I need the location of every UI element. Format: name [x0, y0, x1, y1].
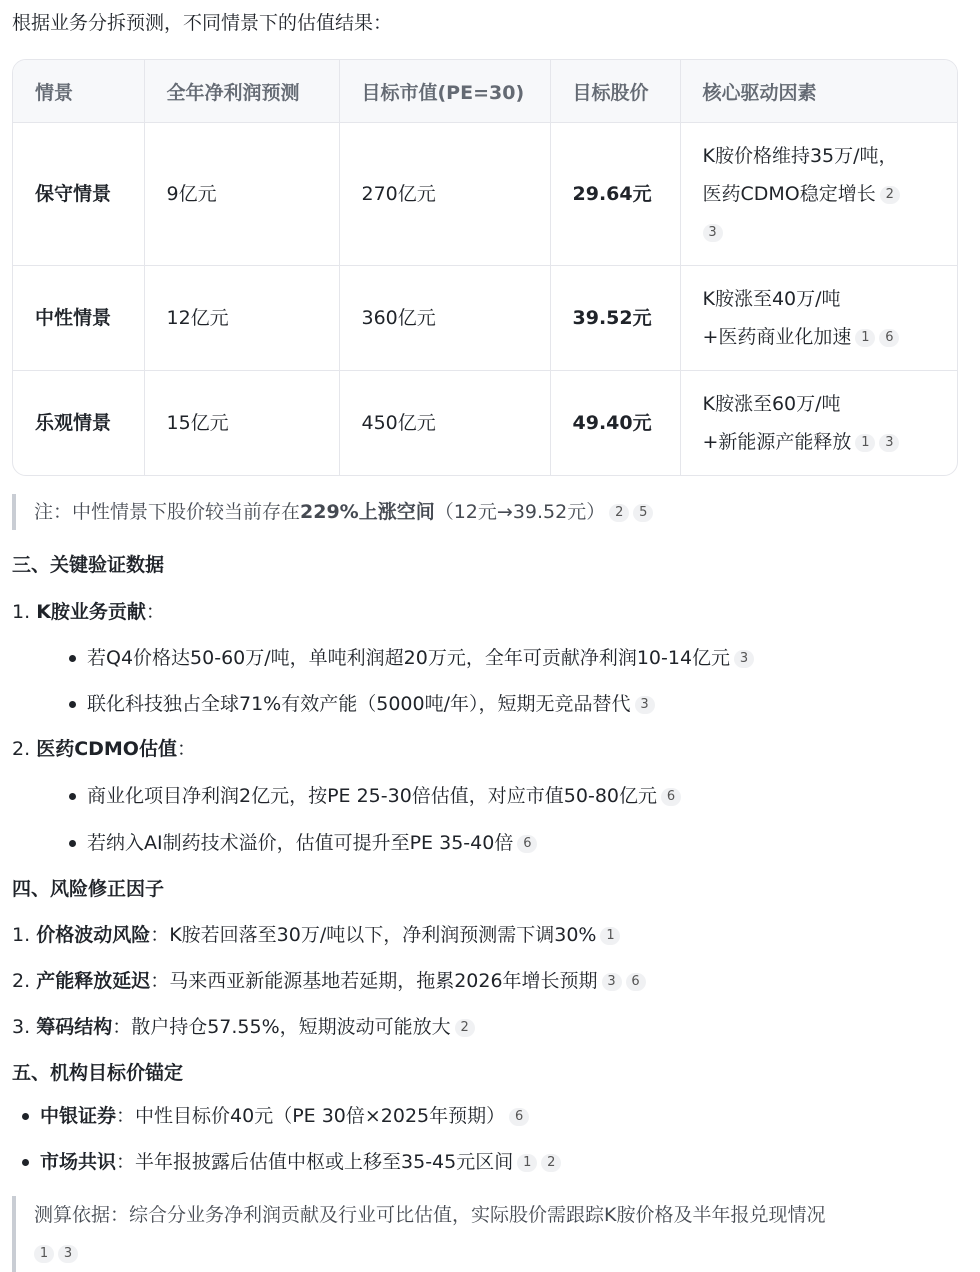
note-highlight: 229%上涨空间 — [300, 501, 435, 523]
list-colon: ： — [145, 601, 165, 623]
list-text: ：K胺若回落至30万/吨以下，净利润预测需下调30% — [150, 924, 597, 946]
list-number: 1. — [12, 924, 31, 946]
header-price: 目标股价 — [550, 60, 680, 123]
citation-badge[interactable]: 6 — [626, 973, 646, 991]
driver-line: K胺涨至40万/吨 — [702, 288, 841, 310]
list-text: ：马来西亚新能源基地若延期，拖累2026年增长预期 — [150, 970, 598, 992]
list-label: 医药CDMO估值 — [36, 738, 177, 760]
list-label: 价格波动风险 — [36, 924, 151, 946]
citation-badge[interactable]: 1 — [855, 434, 875, 452]
section-heading: 五、机构目标价锚定 — [12, 1062, 184, 1084]
citation-badge[interactable]: 3 — [635, 696, 655, 714]
header-market-cap: 目标市值(PE=30) — [339, 60, 550, 123]
citation-badge[interactable]: 5 — [633, 504, 653, 522]
list-item — [12, 920, 620, 950]
valuation-table — [12, 59, 958, 476]
scenario-cell: 保守情景 — [13, 123, 144, 266]
cap-cell: 450亿元 — [339, 371, 550, 476]
citation-badge[interactable]: 1 — [34, 1245, 54, 1263]
citation-badge[interactable]: 6 — [517, 835, 537, 853]
citation-badge[interactable]: 3 — [602, 973, 622, 991]
driver-cell — [680, 266, 957, 371]
citation-badge[interactable]: 3 — [703, 224, 723, 242]
citation-badge[interactable]: 3 — [58, 1245, 78, 1263]
list-number: 3. — [12, 1016, 31, 1038]
citation-badge[interactable]: 2 — [880, 186, 900, 204]
bullet-label: 市场共识 — [40, 1151, 117, 1173]
profit-cell: 15亿元 — [144, 371, 339, 476]
driver-line: 医药CDMO稳定增长 — [702, 183, 876, 205]
cap-cell: 360亿元 — [339, 266, 550, 371]
footer-quote — [12, 1196, 954, 1272]
driver-line: K胺涨至60万/吨 — [702, 393, 841, 415]
note-text: 注：中性情景下股价较当前存在 — [34, 501, 301, 523]
bullet-item — [87, 781, 681, 811]
list-colon: ： — [176, 738, 196, 760]
header-drivers: 核心驱动因素 — [680, 60, 957, 123]
list-item — [12, 734, 196, 764]
intro-text: 根据业务分拆预测，不同情景下的估值结果： — [12, 12, 393, 34]
price-cell: 29.64元 — [550, 123, 680, 266]
citation-badge[interactable]: 6 — [879, 329, 899, 347]
footer-note-text: 测算依据：综合分业务净利润贡献及行业可比估值，实际股价需跟踪K胺价格及半年报兑现情况 — [34, 1204, 826, 1226]
bullet-text: 若Q4价格达50-60万/吨，单吨利润超20万元，全年可贡献净利润10-14亿元 — [87, 647, 731, 669]
list-number: 2. — [12, 970, 31, 992]
bullet-text: 联化科技独占全球71%有效产能（5000吨/年），短期无竞品替代 — [87, 693, 631, 715]
bullet-text: ：半年报披露后估值中枢或上移至35-45元区间 — [116, 1151, 514, 1173]
bullet-text: 若纳入AI制药技术溢价，估值可提升至PE 35-40倍 — [87, 832, 514, 854]
section-heading: 三、关键验证数据 — [12, 554, 165, 576]
scenario-cell: 乐观情景 — [13, 371, 144, 476]
scenario-cell: 中性情景 — [13, 266, 144, 371]
profit-cell: 9亿元 — [144, 123, 339, 266]
bullet-item — [40, 1101, 529, 1131]
header-profit: 全年净利润预测 — [144, 60, 339, 123]
driver-line: K胺价格维持35万/吨， — [702, 145, 898, 167]
table-row — [13, 123, 957, 266]
bullet-item — [40, 1147, 561, 1177]
list-label: K胺业务贡献 — [36, 601, 146, 623]
list-label: 产能释放延迟 — [36, 970, 151, 992]
header-scenario: 情景 — [13, 60, 144, 123]
citation-badge[interactable]: 6 — [509, 1108, 529, 1126]
list-item — [12, 1012, 475, 1042]
citation-badge[interactable]: 6 — [661, 788, 681, 806]
profit-cell: 12亿元 — [144, 266, 339, 371]
citation-badge[interactable]: 2 — [541, 1154, 561, 1172]
bullet-label: 中银证券 — [40, 1105, 117, 1127]
note-text: （12元→39.52元） — [434, 501, 606, 523]
citation-badge[interactable]: 2 — [609, 504, 629, 522]
bullet-text: ：中性目标价40元（PE 30倍×2025年预期） — [116, 1105, 506, 1127]
bullet-item — [87, 689, 655, 719]
section-heading: 四、风险修正因子 — [12, 878, 165, 900]
driver-line: +医药商业化加速 — [702, 326, 852, 348]
bullet-text: 商业化项目净利润2亿元，按PE 25-30倍估值，对应市值50-80亿元 — [87, 785, 658, 807]
citation-badge[interactable]: 1 — [600, 927, 620, 945]
list-number: 1. — [12, 601, 31, 623]
driver-cell — [680, 371, 957, 476]
price-cell: 39.52元 — [550, 266, 680, 371]
list-item — [12, 966, 646, 996]
bullet-item — [87, 828, 537, 858]
list-label: 筹码结构 — [36, 1016, 113, 1038]
citation-badge[interactable]: 1 — [517, 1154, 537, 1172]
table-row — [13, 371, 957, 476]
driver-line: +新能源产能释放 — [702, 431, 852, 453]
list-text: ：散户持仓57.55%，短期波动可能放大 — [112, 1016, 451, 1038]
list-item — [12, 597, 165, 627]
note-quote — [12, 494, 653, 530]
price-cell: 49.40元 — [550, 371, 680, 476]
table-row — [13, 266, 957, 371]
list-number: 2. — [12, 738, 31, 760]
driver-cell — [680, 123, 957, 266]
citation-badge[interactable]: 3 — [879, 434, 899, 452]
citation-badge[interactable]: 2 — [455, 1019, 475, 1037]
table-header-row — [13, 60, 957, 123]
citation-badge[interactable]: 1 — [855, 329, 875, 347]
cap-cell: 270亿元 — [339, 123, 550, 266]
bullet-item — [87, 643, 754, 673]
citation-badge[interactable]: 3 — [734, 650, 754, 668]
